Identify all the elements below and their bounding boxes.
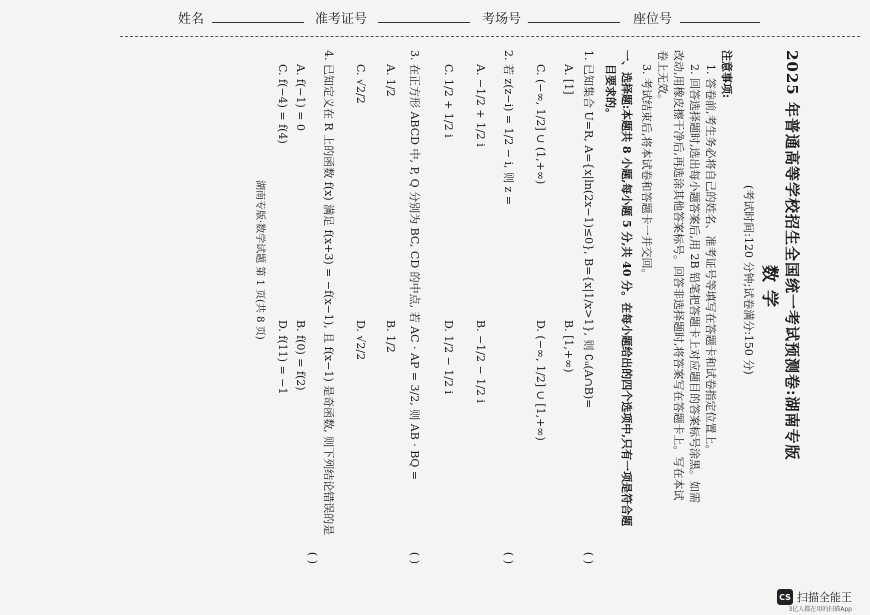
name-label: 姓名 [178,12,205,27]
q2-option-a: A. −1/2 + 1/2 i [474,64,487,147]
scanner-app-name: 扫描全能王 [797,591,852,604]
q1-option-b: B. [1,+∞) [562,320,575,373]
question-4: 4. 已知定义在 R 上的函数 f(x) 满足 f(x+3) = −f(x−1), 且 f(x−1) 是奇函数, 则下列结论错误的是 [322,50,335,536]
section-1-line2: 目要求的。 [604,64,617,119]
q4-option-a: A. f(−1) = 0 [294,64,307,132]
note-3: 3. 考试结束后,将本试卷和答题卡一并交回。 [640,64,653,280]
note-2-line3: 卷上无效。 [656,50,669,105]
q3-option-b: B. 1/2 [384,320,397,353]
exam-title: 2025 年普通高等学校招生全国统一考试预测卷:湖南专版 [783,50,801,461]
exam-header [0,0,870,40]
question-2: 2. 若 z(z−i) = 1/2 − i, 则 z = [502,50,515,206]
q1-option-d: D. (−∞, 1/2] ∪ [1,+∞) [534,320,547,441]
exam-subject: 数学 [759,265,779,315]
answer-paren-4: ( ) [306,551,319,564]
answer-paren-3: ( ) [408,551,421,564]
q3-option-c: C. √2/2 [354,64,367,104]
ticket-blank [378,22,470,23]
name-blank [212,22,304,23]
answer-paren-1: ( ) [582,551,595,564]
notes-heading: 注意事项: [720,50,733,99]
q3-option-a: A. 1/2 [384,64,397,97]
q4-option-d: D. f(11) = −1 [276,320,289,395]
question-1: 1. 已知集合 U=R, A={x|ln(2x−1)≤0}, B={x|1/x>1}, 则 ∁ᵤ(A∩B)= [582,50,595,409]
note-2-line1: 2. 回答选择题时,选出每小题答案后,用 2B 铅笔把答题卡上对应题目的答案标号涂黑。如需 [688,64,701,504]
exam-meta: (考试时间:120 分钟;试卷满分:150 分) [742,185,755,375]
section-1-line1: 一、选择题:本题共 8 小题,每小题 5 分,共 40 分。在每小题给出的四个选项中,只有一项是符合题 [620,50,633,527]
header-divider [120,36,860,37]
exam-page [105,50,805,570]
exam-page-rotated [105,50,805,570]
q2-option-d: D. 1/2 − 1/2 i [442,320,455,395]
q3-option-d: D. √2/2 [354,320,367,361]
q4-option-b: B. f(0) = f(2) [294,320,307,391]
q4-option-c: C. f(−4) = f(4) [276,64,289,144]
scanner-watermark [777,589,852,605]
page-footer: 湖南专版·数学试题 第 1 页(共 8 页) [254,180,265,340]
room-label: 考场号 [482,12,522,27]
camscanner-logo-icon: CS [777,589,793,605]
q1-option-c: C. (−∞, 1/2] ∪ (1,+∞) [534,64,547,185]
seat-blank [680,22,760,23]
answer-paren-2: ( ) [502,551,515,564]
seat-label: 座位号 [633,12,673,27]
ticket-label: 准考证号 [315,12,368,27]
note-1: 1. 答卷前,考生务必将自己的姓名、准考证号等填写在答题卡和试卷指定位置上。 [704,64,717,456]
scanner-app-tagline: 3亿人都在用的扫描App [788,606,852,613]
q2-option-c: C. 1/2 + 1/2 i [442,64,455,138]
q1-option-a: A. [1] [562,64,575,95]
room-blank [528,22,620,23]
q2-option-b: B. −1/2 − 1/2 i [474,320,487,403]
question-3: 3. 在正方形 ABCD 中, P, Q 分别为 BC, CD 的中点, 若 AC · AP = 3/2, 则 AB · BQ = [408,50,421,481]
note-2-line2: 改动,用橡皮擦干净后,再选涂其他答案标号。回答非选择题时,将答案写在答题卡上。写在本试 [672,50,685,501]
